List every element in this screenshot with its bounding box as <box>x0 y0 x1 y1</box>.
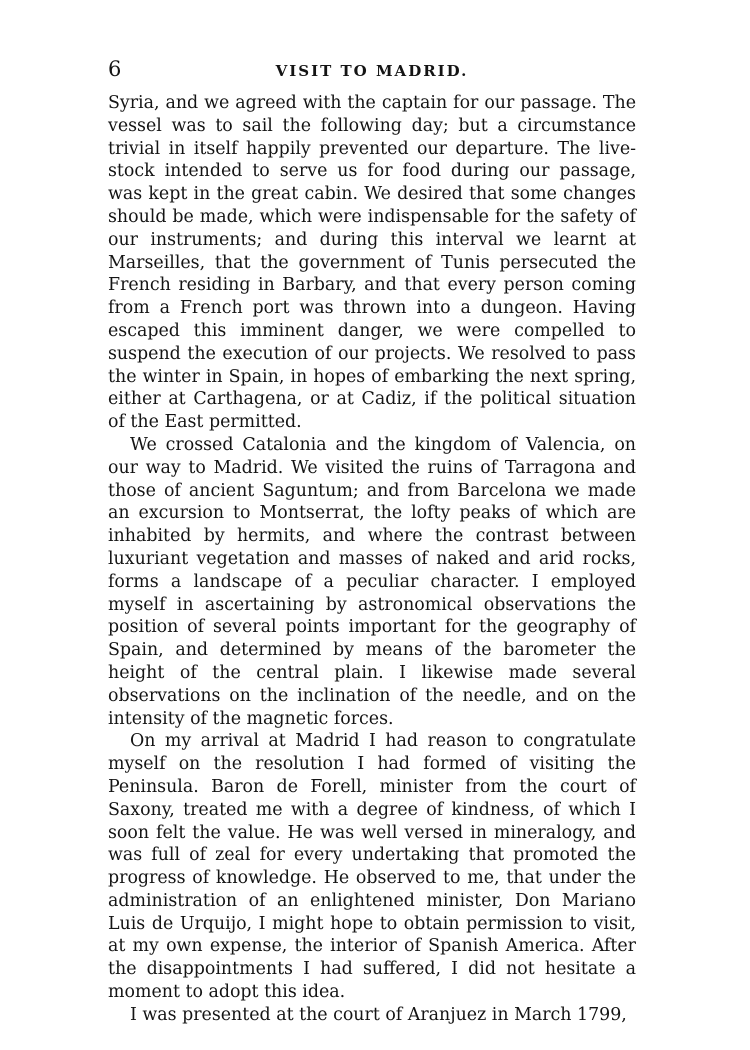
body-text <box>108 92 636 1027</box>
page-number: 6 <box>108 57 122 81</box>
running-head <box>108 56 636 82</box>
running-title: VISIT TO MADRID. <box>275 62 469 80</box>
paragraph-aranjuez: I was presented at the court of Aranjuez in March 1799, <box>130 1004 627 1025</box>
book-page <box>108 56 636 1027</box>
paragraph-madrid-arrival: On my arrival at Madrid I had reason to congratulate myself on the resolution I had formed of visiting the Peninsula. Baron de Forell, minister from the court of Saxony, treated me with a degree of kindness, of which I soon felt the value. He was well versed in mineralogy, and was full of zeal for every undertaking that promoted the progress of knowledge. He observed to me, that under the administration of an enlightened minister, Don Mariano Luis de Urquijo, I might hope to obtain permission to visit, at my own expense, the interior of Spanish America. After the disappointments I had suffered, I did not hesitate a moment to adopt this idea. <box>108 731 636 1003</box>
paragraph-catalonia: We crossed Catalonia and the kingdom of Valencia, on our way to Madrid. We visited the ruins of Tarragona and those of ancient Saguntum; and from Barcelona we made an excursion to Montserrat, the lofty peaks of which are inhabited by hermits, and where the contrast between luxuriant vegetation and masses of naked and arid rocks, forms a landscape of a peculiar character. I employed myself in ascertaining by astronomical observations the position of several points important for the geography of Spain, and determined by means of the barometer the height of the central plain. I likewise made several observations on the inclination of the needle, and on the intensity of the magnetic forces. <box>108 434 636 729</box>
paragraph-continuation: Syria, and we agreed with the captain for our passage. The vessel was to sail the following day; but a circumstance trivial in itself happily prevented our departure. The live-stock intended to serve us for food during our passage, was kept in the great cabin. We desired that some changes should be made, which were indispensable for the safety of our instruments; and during this interval we learnt at Marseilles, that the government of Tunis persecuted the French residing in Barbary, and that every person coming from a French port was thrown into a dungeon. Having escaped this imminent danger, we were compelled to suspend the execution of our projects. We resolved to pass the winter in Spain, in hopes of embarking the next spring, either at Carthagena, or at Cadiz, if the political situation of the East permitted. <box>108 93 636 433</box>
